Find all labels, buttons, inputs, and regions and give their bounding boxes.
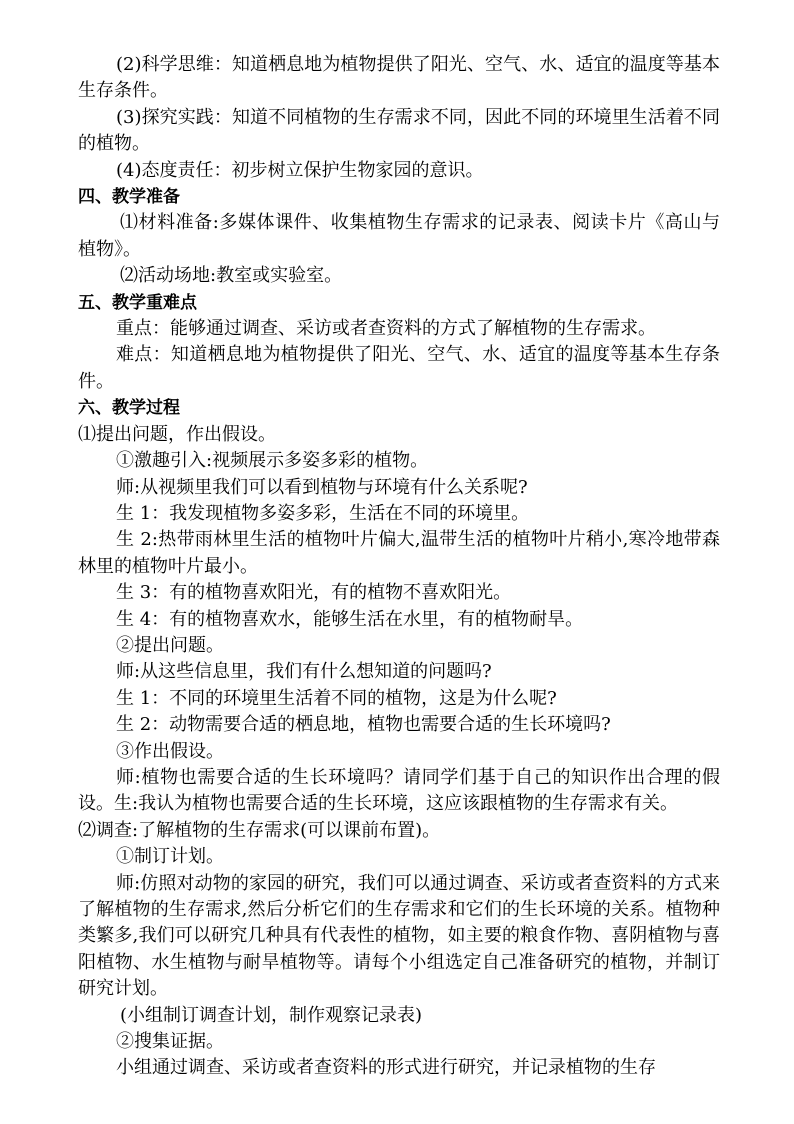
paragraph: 生 2:热带雨林里生活的植物叶片偏大,温带生活的植物叶片稍小,寒冷地带森林里的植物叶片最小。 — [78, 529, 720, 577]
paragraph: ②提出问题。 — [116, 634, 224, 656]
paragraph: 难点：知道栖息地为植物提供了阳光、空气、水、适宜的温度等基本生存条件。 — [78, 344, 720, 392]
paragraph: 生 1：不同的环境里生活着不同的植物，这是为什么呢? — [116, 687, 557, 709]
paragraph: ③作出假设。 — [116, 740, 224, 762]
paragraph: 小组通过调查、采访或者查资料的形式进行研究，并记录植物的生存 — [116, 1057, 656, 1079]
paragraph: 师:从视频里我们可以看到植物与环境有什么关系呢? — [116, 476, 528, 498]
paragraph: (4)态度责任：初步树立保护生物家园的意识。 — [116, 159, 484, 181]
paragraph: 重点：能够通过调查、采访或者查资料的方式了解植物的生存需求。 — [116, 318, 656, 340]
paragraph: (小组制订调查计划，制作观察记录表) — [120, 1004, 423, 1026]
section-heading: 六、教学过程 — [78, 398, 180, 419]
paragraph: ②搜集证据。 — [116, 1031, 224, 1053]
paragraph: ⑵活动场地:教室或实验室。 — [120, 265, 343, 287]
paragraph: 生 3：有的植物喜欢阳光，有的植物不喜欢阳光。 — [116, 582, 512, 604]
paragraph: 师:从这些信息里，我们有什么想知道的问题吗? — [116, 661, 492, 683]
paragraph: ①制订计划。 — [116, 846, 224, 868]
paragraph: 师:仿照对动物的家园的研究，我们可以通过调查、采访或者查资料的方式来了解植物的生存需求,然后分析它们的生存需求和它们的生长环境的关系。植物种类繁多,我们可以研究几种具有代表性的植物，如主要的粮食作物、喜阴植物与喜阳植物、水生植物与耐旱植物等。请每个小组选定自己准备研究的植物，并制订研究计划。 — [78, 872, 720, 1000]
paragraph: ⑴材料准备:多媒体课件、收集植物生存需求的记录表、阅读卡片《高山与植物》。 — [78, 212, 720, 260]
paragraph: 生 1：我发现植物多姿多彩，生活在不同的环境里。 — [116, 502, 530, 524]
document-body — [78, 52, 720, 1082]
section-heading: 五、教学重难点 — [78, 292, 197, 313]
paragraph: ⑴提出问题，作出假设。 — [78, 423, 276, 445]
paragraph: ①激趣引入:视频展示多姿多彩的植物。 — [116, 450, 429, 472]
paragraph: ⑵调查:了解植物的生存需求(可以课前布置)。 — [78, 819, 441, 841]
paragraph: 生 2：动物需要合适的栖息地，植物也需要合适的生长环境吗? — [116, 714, 611, 736]
paragraph: (2)科学思维：知道栖息地为植物提供了阳光、空气、水、适宜的温度等基本生存条件。 — [78, 54, 720, 102]
section-heading: 四、教学准备 — [78, 187, 180, 208]
paragraph: 师:植物也需要合适的生长环境吗？请同学们基于自己的知识作出合理的假设。生:我认为植物也需要合适的生长环境，这应该跟植物的生存需求有关。 — [78, 766, 720, 815]
paragraph: (3)探究实践：知道不同植物的生存需求不同，因此不同的环境里生活着不同的植物。 — [78, 106, 720, 155]
paragraph: 生 4：有的植物喜欢水，能够生活在水里，有的植物耐旱。 — [116, 608, 584, 630]
